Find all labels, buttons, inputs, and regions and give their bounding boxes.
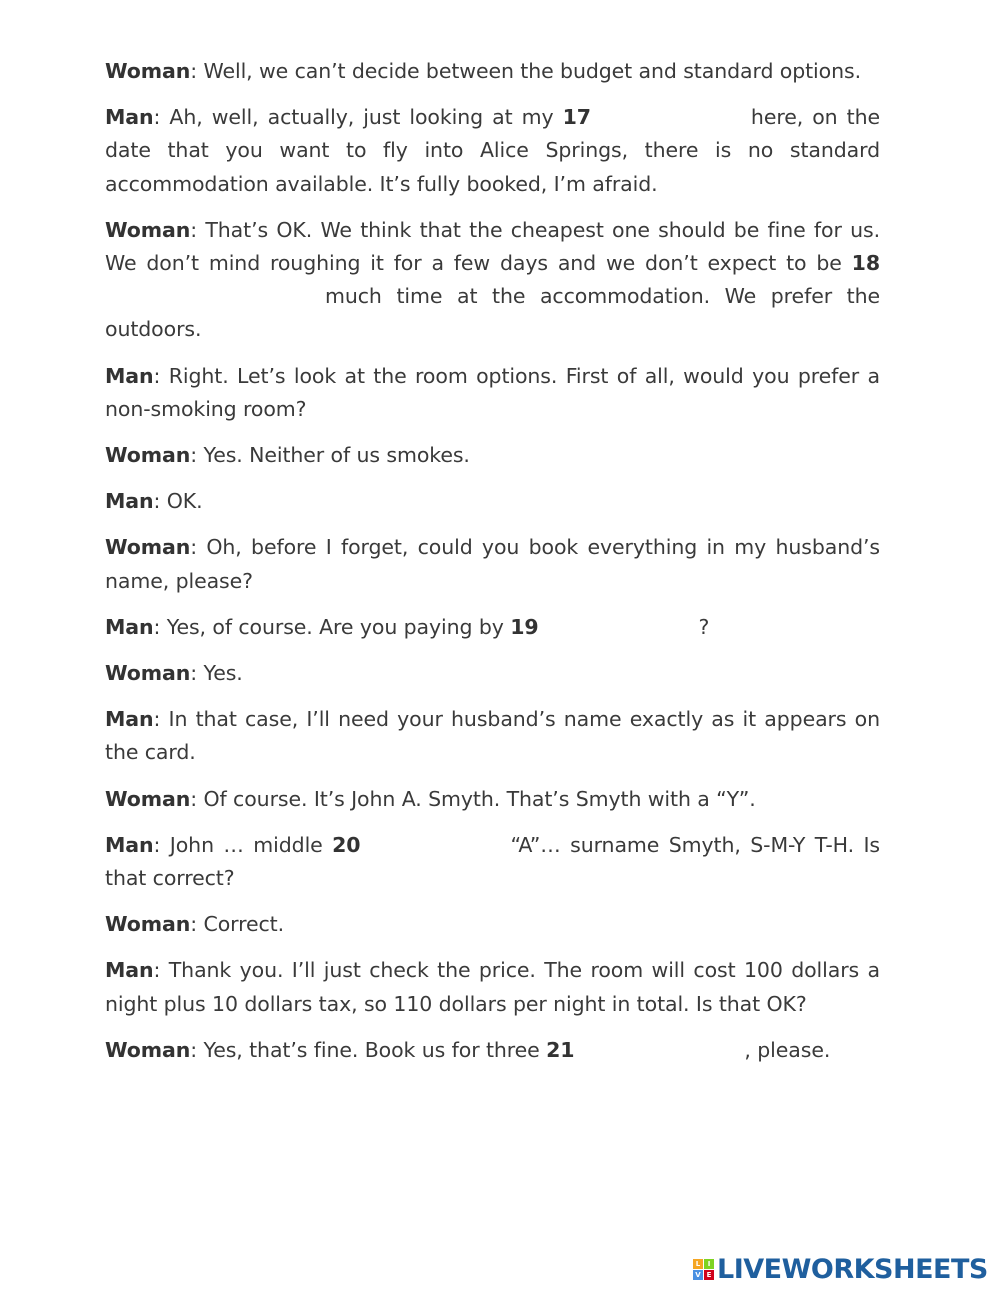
dialogue-text: : In that case, I’ll need your husband’s name exactly as it appears on the card. — [105, 707, 880, 765]
dialogue-text: : Ah, well, actually, just looking at my — [153, 105, 563, 130]
dialogue-text: , please. — [744, 1037, 831, 1062]
dialogue-text: : Of course. It’s John A. Smyth. That’s Smyth with a “Y”. — [190, 786, 756, 811]
dialogue-text: : Yes, that’s fine. Book us for three — [190, 1037, 547, 1062]
question-number-19: 19 — [510, 614, 539, 639]
dialogue-line-10 — [105, 703, 880, 769]
speaker-label: Man — [105, 363, 154, 388]
logo-letter: V — [693, 1270, 703, 1280]
speaker-label: Woman — [105, 912, 191, 937]
dialogue-line-3 — [105, 214, 880, 347]
question-number-18: 18 — [851, 251, 880, 276]
dialogue-text: ? — [698, 614, 710, 639]
answer-blank-21[interactable] — [574, 1056, 744, 1057]
speaker-label: Man — [105, 958, 154, 983]
dialogue-text: : Right. Let’s look at the room options. First of all, would you prefer a non-smoking room? — [105, 363, 880, 421]
logo-letter: E — [704, 1270, 714, 1280]
worksheet-dialogue — [105, 55, 880, 1080]
dialogue-line-1 — [105, 55, 880, 88]
question-number-21: 21 — [546, 1037, 575, 1062]
dialogue-text: “A”… surname Smyth, S-M-Y T-H. Is that correct? — [105, 832, 880, 891]
speaker-label: Man — [105, 832, 154, 857]
answer-blank-19[interactable] — [539, 633, 699, 634]
dialogue-line-8 — [105, 611, 880, 644]
speaker-label: Man — [105, 489, 154, 514]
dialogue-text: : That’s OK. We think that the cheapest one should be fine for us. We don’t mind roughing it for a few days and we don’t expect to be — [105, 217, 880, 276]
dialogue-text: : Oh, before I forget, could you book everything in my husband’s name, please? — [105, 535, 880, 593]
speaker-label: Man — [105, 105, 154, 130]
dialogue-text: : Thank you. I’ll just check the price. The room will cost 100 dollars a night plus 10 dollars tax, so 110 dollars per night in total. Is that OK? — [105, 958, 880, 1016]
speaker-label: Woman — [105, 443, 191, 468]
dialogue-line-5 — [105, 439, 880, 472]
dialogue-text: : John … middle — [153, 832, 333, 857]
speaker-label: Woman — [105, 217, 191, 242]
dialogue-line-14 — [105, 954, 880, 1020]
dialogue-text: : Yes, of course. Are you paying by — [153, 614, 511, 639]
dialogue-line-15 — [105, 1034, 880, 1067]
speaker-label: Woman — [105, 535, 191, 560]
dialogue-line-6 — [105, 485, 880, 518]
dialogue-text: : Well, we can’t decide between the budget and standard options. — [190, 59, 861, 83]
speaker-label: Man — [105, 707, 154, 732]
dialogue-line-12 — [105, 829, 880, 895]
dialogue-line-13 — [105, 908, 880, 941]
liveworksheets-logo-icon — [693, 1259, 714, 1280]
dialogue-text: much time at the accommodation. We prefer the outdoors. — [105, 284, 880, 342]
answer-blank-20[interactable] — [360, 851, 510, 852]
speaker-label: Man — [105, 614, 154, 639]
logo-letter: I — [704, 1259, 714, 1269]
speaker-label: Woman — [105, 59, 191, 83]
dialogue-text: here, on the date that you want to fly into Alice Springs, there is no standard accommodation available. It’s fully booked, I’m afraid. — [105, 105, 880, 196]
answer-blank-18[interactable] — [105, 302, 325, 303]
dialogue-text: : Yes. Neither of us smokes. — [190, 443, 470, 468]
answer-blank-17[interactable] — [591, 123, 751, 124]
speaker-label: Woman — [105, 1037, 191, 1062]
logo-wordmark: LIVEWORKSHEETS — [717, 1253, 988, 1285]
dialogue-line-4 — [105, 360, 880, 426]
speaker-label: Woman — [105, 786, 191, 811]
dialogue-line-2 — [105, 101, 880, 201]
dialogue-text: : Yes. — [190, 661, 243, 686]
dialogue-line-11 — [105, 783, 880, 816]
logo-letter: L — [693, 1259, 703, 1269]
dialogue-line-9 — [105, 657, 880, 690]
dialogue-text: : OK. — [153, 489, 203, 514]
question-number-20: 20 — [332, 832, 361, 857]
dialogue-text: : Correct. — [190, 912, 285, 937]
speaker-label: Woman — [105, 661, 191, 686]
question-number-17: 17 — [562, 105, 591, 130]
liveworksheets-logo — [693, 1254, 988, 1284]
dialogue-line-7 — [105, 531, 880, 597]
